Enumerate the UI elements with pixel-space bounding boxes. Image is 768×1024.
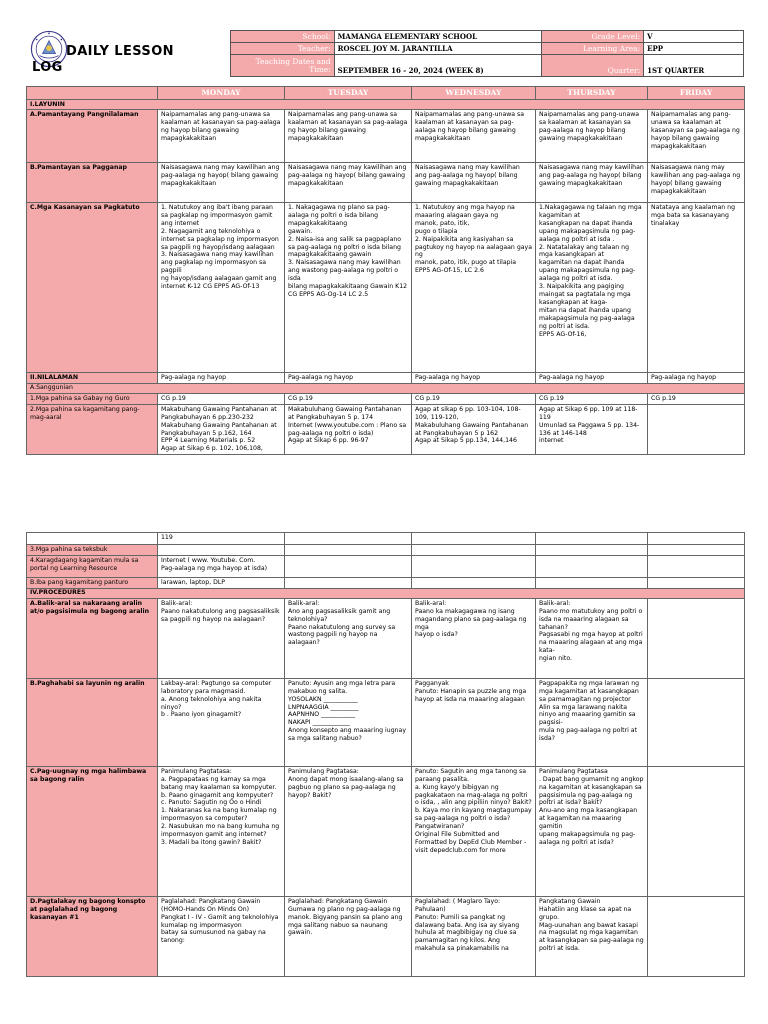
table-cell xyxy=(158,545,285,556)
table-row xyxy=(27,163,745,203)
quarter-label: Quarter: xyxy=(542,55,644,77)
table-cell xyxy=(648,766,745,896)
table-cell: Pangkatang Gawain Hahatiin ang klase sa apat na grupo. Mag-uunahan ang bawat kasapi na magsulat ng mga kagamitan at kasangkapan sa pag-aalaga ng poltri at isda. xyxy=(536,896,648,976)
table-cell: Balik-aral: Ano ang pagsasaliksik gamit ang teknolohiya? Paano nakatutulong ang survey sa wastong pagpili ng hayop na aalagaan? xyxy=(285,598,412,678)
row-label: 2.Mga pahina sa kagamitang pang-mag-aaral xyxy=(27,404,158,454)
table-row xyxy=(27,555,745,577)
table-cell: Naisasagawa nang may kawilihan ang pag-aalaga ng hayop( bilang gawaing mapagkakakitaan xyxy=(648,163,745,203)
table-row xyxy=(27,678,745,766)
school-value: MAMANGA ELEMENTARY SCHOOL xyxy=(334,31,542,43)
table-cell: Natataya ang kaalaman ng mga bata sa kasanayang tinalakay xyxy=(648,203,745,373)
table-cell: Naipamamalas ang pang-unawa sa kaalaman at kasanayan sa pag-aalaga ng hayop bilang gawaing mapagkakakitaan xyxy=(412,110,536,163)
table-cell: 1. Nakagagawa ng plano sa pag-aalaga ng poltri o isda bilang mapagkakakitaang gawain. 2. Naisa-isa ang salik sa pagpaplano sa pag-aalaga ng poltri o isda bilang mapagkakakitaang gawain 3. Naisasagawa nang may kawilihan ang wastong pag-aalaga ng poltri o isda bilang mapagkakakitaang Gawain K12 CG EPP5 AG-Og-14 LC 2.5 xyxy=(285,203,412,373)
table-cell xyxy=(648,404,745,454)
table-cell: Lakbay-aral: Pagtungo sa computer laboratory para magmasid. a. Anong teknolohiya ang nakita ninyo? b . Paano iyon ginagamit? xyxy=(158,678,285,766)
table-cell: Panuto: Sagutin ang mga tanong sa paraang pasalita. a. Kung kayo'y bibigyan ng pagkakataon na mag-alaga ng poltri o isda, , alin ang pipiliin ninyo? Bakit? b. Kaya mo rin kayang magtagumpay sa pag-aalaga ng poltri o isda? Pangatwiranan? Original File Submitted and Formatted by DepEd Club Member - visit depedclub.com for more xyxy=(412,766,536,896)
row-label: 1.Mga pahina sa Gabay ng Guro xyxy=(27,393,158,404)
table-cell: Agap at Sikap 6 pp. 109 at 118-119 Umunlad sa Paggawa 5 pp. 134-136 at 146-148 internet xyxy=(536,404,648,454)
table-cell: Agap at sikap 6 pp. 103-104, 108-109, 119-120, Makabuluhang Gawaing Pantahanan at Pangkabuhayan 5 p 162 Agap at Sikap 5 pp.134, 144,146 xyxy=(412,404,536,454)
grade-label: Grade Level: xyxy=(542,31,644,43)
table-row xyxy=(27,533,745,545)
table-cell xyxy=(648,598,745,678)
row-label: A.Balik-aral sa nakaraang aralin at/o pagsisimula ng bagong aralin xyxy=(27,598,158,678)
section-layunin: I.LAYUNIN xyxy=(27,100,745,110)
table-cell: larawan, laptop, DLP xyxy=(158,577,285,588)
table-cell: Makabuluhang Gawaing Pantahanan at Pangkabuhayan 5 p. 174 Internet (www.youtube.com : Plano sa pag-aalaga ng poltri o isda) Agap at Sikap 6 pp. 96-97 xyxy=(285,404,412,454)
table-row xyxy=(27,545,745,556)
table-cell: Balik-aral: Paano nakatutulong ang pagsasaliksik sa pagpili ng hayop na aalagaan? xyxy=(158,598,285,678)
row-label: B.Pamantayan sa Pagganap xyxy=(27,163,158,203)
table-cell xyxy=(536,545,648,556)
table-cell xyxy=(536,533,648,545)
day-header-row xyxy=(27,87,745,100)
table-row xyxy=(27,577,745,588)
dates-label: Teaching Dates and Time: xyxy=(231,55,335,77)
table-cell: Pagpapakita ng mga larawan ng mga kagamitan at kasangkapan sa pamamagitan ng projector Alin sa mga larawang nakita ninyo ang maaaring gamitin sa pagsisi- mula ng pag-aalaga ng poltri at isda? xyxy=(536,678,648,766)
row-label: A.Pamantayang Pangnilalaman xyxy=(27,110,158,163)
table-cell: Naipamamalas ang pang-unawa sa kaalaman at kasanayan sa pag-aalaga ng hayop bilang gawaing mapagkakakitaan xyxy=(648,110,745,163)
table-row xyxy=(27,896,745,976)
day-thursday: THURSDAY xyxy=(536,87,648,100)
teacher-label: Teacher: xyxy=(231,43,335,55)
table-cell: Naisasagawa nang may kawilihan ang pag-aalaga ng hayop( bilang gawaing mapagkakakitaan xyxy=(158,163,285,203)
row-label: B.Iba pang kagamitang panturo xyxy=(27,577,158,588)
table-cell: Naipamamalas ang pang-unawa sa kaalaman at kasanayan sa pag-aalaga ng hayop bilang gawaing mapagkakakitaan xyxy=(158,110,285,163)
table-cell: Panimulang Pagtatasa: a. Pagpapataas ng kamay sa mga batang may kaalaman sa kompyuter. b. Paano ginagamit ang kompyuter? c. Panuto: Sagutin ng Oo o Hindi 1. Nakaranas ka na bang kumalap ng impormasyon sa computer? 2. Nasubukan mo na bang kumuha ng impormasyon gamit ang internet? 3. Madali ba itong gawin? Bakit? xyxy=(158,766,285,896)
table-cell: Pag-aalaga ng hayop xyxy=(285,373,412,384)
document-title-line2: LOG xyxy=(32,60,63,75)
teacher-value: ROSCEL JOY M. JARANTILLA xyxy=(334,43,542,55)
table-cell xyxy=(285,533,412,545)
table-cell: Naisasagawa nang may kawilihan ang pag-aalaga ng hayop( bilang gawaing mapagkakakitaan xyxy=(536,163,648,203)
table-cell: Pag-aalaga ng hayop xyxy=(648,373,745,384)
table-cell: Internet ( www. Youtube. Com. Pag-aalaga ng mga hayop at isda) xyxy=(158,555,285,577)
table-cell: Panuto: Ayusin ang mga letra para makabuo ng salita. YOSOLAKN ___________ LNPNAAGGIA _________ AAPNHNO ___________ NAKAPI ____________ Anong konsepto ang maaaring iugnay sa mga salitang nabuo? xyxy=(285,678,412,766)
section-nilalaman: II.NILALAMAN xyxy=(27,373,158,384)
table-cell: 1.Nakagagawa ng talaan ng mga kagamitan at kasangkapan na dapat ihanda upang makapagsimula ng pag-aalaga ng poltri at isda . 2. Natatalakay ang talaan ng mga kasangkapan at kagamitan na dapat ihanda upang makapagsimula ng pag-aalaga ng poltri at isda. 3. Naipakikita ang pagiging maingat sa pagtatala ng mga kasangkapan at kaga- mitan na dapat ihanda upang makapagsimula ng pag-aalaga ng poltri at isda. EPP5 AG-Of-16, xyxy=(536,203,648,373)
table-cell xyxy=(412,545,536,556)
table-cell xyxy=(412,533,536,545)
table-cell: Naipamamalas ang pang-unawa sa kaalaman at kasanayan sa pag-aalaga ng hayop bilang gawaing mapagkakakitaan xyxy=(285,110,412,163)
table-row xyxy=(27,373,745,384)
continued-page-ref: 119 xyxy=(158,533,285,545)
table-cell xyxy=(648,577,745,588)
school-label: School: xyxy=(231,31,335,43)
row-label: D.Pagtalakay ng bagong konspto at paglalahad ng bagong kasanayan #1 xyxy=(27,896,158,976)
table-cell xyxy=(412,577,536,588)
table-cell: Balik-aral: Paano mo matutukoy ang poltri o isda na maaaring alagaan sa tahanan? Pagsasabi ng mga hayop at poltri na maaaring alagaan at ang mga kata- ngian nito. xyxy=(536,598,648,678)
day-friday: FRIDAY xyxy=(648,87,745,100)
table-cell: Panimulang Pagtatasa: Anong dapat mong isaalang-alang sa pagbuo ng plano sa pag-aalaga ng hayop? Bakit? xyxy=(285,766,412,896)
table-cell: CG p.19 xyxy=(648,393,745,404)
table-cell xyxy=(648,545,745,556)
table-cell: CG p.19 xyxy=(158,393,285,404)
table-cell: 1. Natutukoy ang mga hayop na maaaring alagaan gaya ng manok, pato, itik, pugo o tilapia 2. Naipakikita ang kasiyahan sa pagtukoy ng hayop na aalagaan gaya ng manok, pato, itik, pugo at tilapia EPP5 AG-Of-15, LC 2.6 xyxy=(412,203,536,373)
table-cell: Balik-aral: Paano ka makagagawa ng isang magandang plano sa pag-aalaga ng mga hayop o isda? xyxy=(412,598,536,678)
table-row xyxy=(27,203,745,373)
day-wednesday: WEDNESDAY xyxy=(412,87,536,100)
lesson-table-part1 xyxy=(26,86,745,455)
table-row xyxy=(27,110,745,163)
row-label: 4.Karagdagang kagamitan mula sa portal ng Learning Resource xyxy=(27,555,158,577)
area-label: Learning Area: xyxy=(542,43,644,55)
section-row xyxy=(27,383,745,393)
lesson-table-part2 xyxy=(26,532,745,977)
table-row xyxy=(27,393,745,404)
table-cell xyxy=(27,533,158,545)
table-cell: Pag-aalaga ng hayop xyxy=(536,373,648,384)
quarter-value: 1ST QUARTER xyxy=(644,55,744,77)
table-cell: Pag-aalaga ng hayop xyxy=(412,373,536,384)
table-cell xyxy=(536,555,648,577)
table-row xyxy=(27,598,745,678)
section-procedures: IV.PROCEDURES xyxy=(27,588,745,598)
table-cell xyxy=(285,545,412,556)
table-cell: Panimulang Pagtatasa . Dapat bang gumamit ng angkop na kagamitan at kasangkapan sa pagsisimula ng pag-aalaga ng poltri at isda? Bakit? Anu-ano ang mga kasangkapan at kagamitan na maaaring gamitin upang makapagsimula ng pag-aalaga ng poltri at isda? xyxy=(536,766,648,896)
day-header-blank xyxy=(27,87,158,100)
row-label: 3.Mga pahina sa teksbuk xyxy=(27,545,158,556)
document-title: DAILY LESSON xyxy=(66,44,174,59)
table-cell: Naisasagawa nang may kawilihan ang pag-aalaga ng hayop( bilang gawaing mapagkakakitaan xyxy=(412,163,536,203)
grade-value: V xyxy=(644,31,744,43)
table-cell xyxy=(285,555,412,577)
table-cell: CG p.19 xyxy=(412,393,536,404)
table-cell xyxy=(648,678,745,766)
document-header xyxy=(26,30,744,78)
table-row xyxy=(27,766,745,896)
table-cell: Paglalahad: Pangkatang Gawain (HOMO-Hands On Minds On) Pangkat I - IV - Gamit ang teknolohiya kumalap ng impormasyon batay sa sumusunod na gabay na tanong: xyxy=(158,896,285,976)
dates-value: SEPTEMBER 16 - 20, 2024 (WEEK 8) xyxy=(334,55,542,77)
day-tuesday: TUESDAY xyxy=(285,87,412,100)
table-cell: Naipamamalas ang pang-unawa sa kaalaman at kasanayan sa pag-aalaga ng hayop bilang gawaing mapagkakakitaan xyxy=(536,110,648,163)
table-cell: Pagganyak Panuto: Hanapin sa puzzle ang mga hayop at isda na maaaring alagaan xyxy=(412,678,536,766)
table-cell xyxy=(285,577,412,588)
table-cell xyxy=(412,555,536,577)
section-row xyxy=(27,588,745,598)
table-cell: CG p.19 xyxy=(285,393,412,404)
header-info-table xyxy=(230,30,744,77)
table-cell xyxy=(536,577,648,588)
table-cell xyxy=(648,896,745,976)
table-cell: Paglalahad: Pangkatang Gawain Gumawa ng plano ng pag-aalaga ng manok. Bigyang pansin sa plano ang mga salitang nabuo sa naunang gawain. xyxy=(285,896,412,976)
area-value: EPP xyxy=(644,43,744,55)
table-cell: Naisasagawa nang may kawilihan ang pag-aalaga ng hayop( bilang gawaing mapagkakakitaan xyxy=(285,163,412,203)
table-cell: CG p.19 xyxy=(536,393,648,404)
table-cell: 1. Natutukoy ang iba't ibang paraan sa pagkalap ng impormasyon gamit ang internet 2. Nagagamit ang teknolohiya o internet sa pagkalap ng impormasyon sa pagpili ng hayop/isdang aalagaan 3. Naisasagawa nang may kawilihan ang pagkalap ng impormasyon sa pagpili ng hayop/isdang aalagaan gamit ang internet K-12 CG EPP5 AG-Of-13 xyxy=(158,203,285,373)
row-label: C.Mga Kasanayan sa Pagkatuto xyxy=(27,203,158,373)
table-cell xyxy=(648,533,745,545)
table-cell: Makabuhang Gawaing Pantahanan at Pangkabuhayan 6 pp.230-232 Makabuhang Gawaing Pantahanan at Pangkabuhayan 5 p.162, 164 EPP 4 Learning Materials p. 52 Agap at Sikap 6 p. 102, 106,108, xyxy=(158,404,285,454)
section-sanggunian: A.Sanggunian xyxy=(27,383,745,393)
table-row xyxy=(27,404,745,454)
table-cell xyxy=(648,555,745,577)
table-cell: Paglalahad: ( Maglaro Tayo: Pahulaan) Panuto: Pumili sa pangkat ng dalawang bata. Ang isa ay siyang huhula at magbibigay ng clue sa pamamagitan ng kilos. Ang makahula sa pinakamabilis na xyxy=(412,896,536,976)
table-cell: Pag-aalaga ng hayop xyxy=(158,373,285,384)
row-label: C.Pag-uugnay ng mga halimbawa sa bagong ralin xyxy=(27,766,158,896)
day-monday: MONDAY xyxy=(158,87,285,100)
row-label: B.Paghahabi sa layunin ng aralin xyxy=(27,678,158,766)
section-row xyxy=(27,100,745,110)
